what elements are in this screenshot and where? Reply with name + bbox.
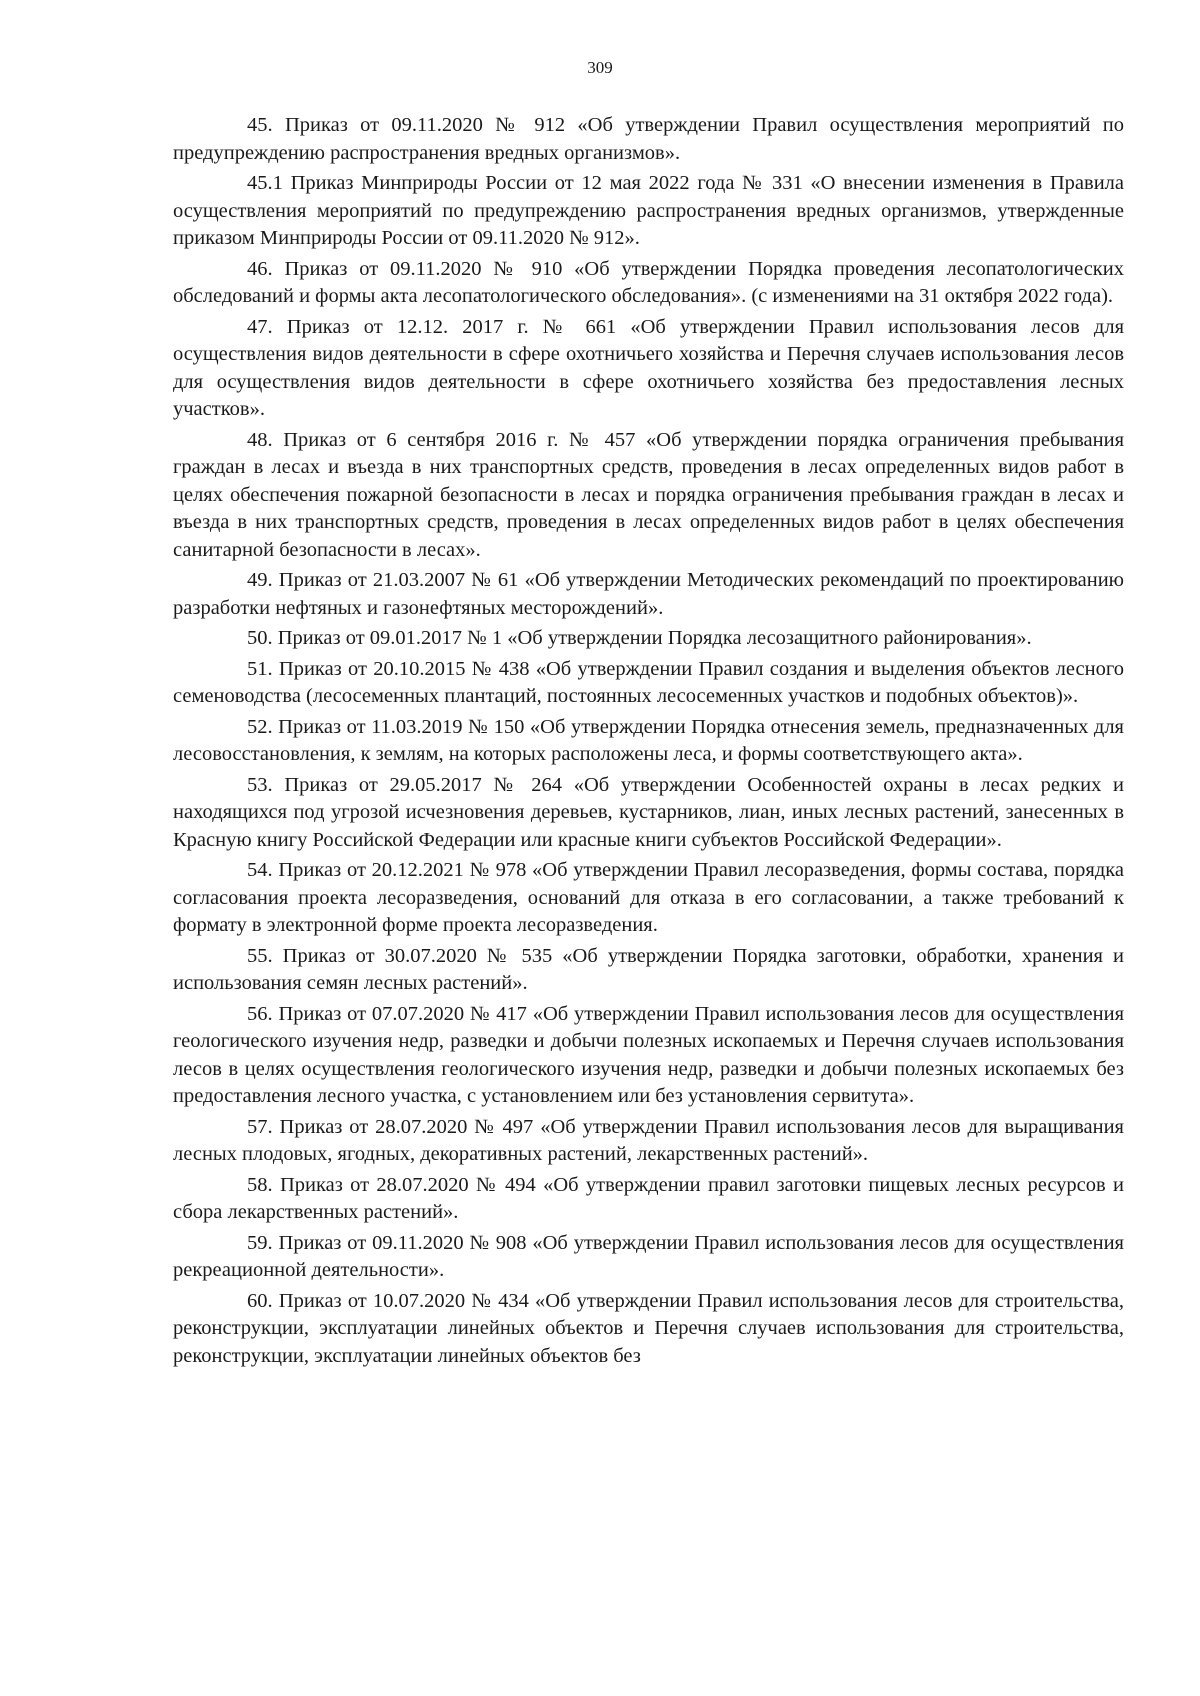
list-item-60: 60. Приказ от 10.07.2020 № 434 «Об утверждении Правил использования лесов для строительства, реконструкции, эксплуатации линейных объектов и Перечня случаев использования для строительства, реконструкции, эксплуатации линейных объектов без bbox=[173, 1289, 1124, 1367]
list-item-50: 50. Приказ от 09.01.2017 № 1 «Об утверждении Порядка лесозащитного районирования». bbox=[247, 627, 1032, 649]
list-item-57: 57. Приказ от 28.07.2020 № 497 «Об утверждении Правил использования лесов для выращивания лесных плодовых, ягодных, декоративных растений, лекарственных растений». bbox=[173, 1115, 1124, 1165]
list-item-51: 51. Приказ от 20.10.2015 № 438 «Об утверждении Правил создания и выделения объектов лесного семеноводства (лесосеменных плантаций, постоянных лесосеменных участков и подобных объектов)». bbox=[173, 657, 1124, 707]
list-item-48: 48. Приказ от 6 сентября 2016 г. № 457 «Об утверждении порядка ограничения пребывания граждан в лесах и въезда в них транспортных средств, проведения в лесах определенных видов работ в целях обеспечения пожарной безопасности в лесах и порядка ограничения пребывания граждан в лесах и въезда в них транспортных средств, проведения в лесах определенных видов работ в целях обеспечения санитарной безопасности в лесах». bbox=[173, 428, 1124, 561]
document-body bbox=[173, 112, 1124, 1373]
list-item-55: 55. Приказ от 30.07.2020 № 535 «Об утверждении Порядка заготовки, обработки, хранения и использования семян лесных растений». bbox=[173, 944, 1124, 994]
list-item-53: 53. Приказ от 29.05.2017 № 264 «Об утверждении Особенностей охраны в лесах редких и находящихся под угрозой исчезновения деревьев, кустарников, лиан, иных лесных растений, занесенных в Красную книгу Российской Федерации или красные книги субъектов Российской Федерации». bbox=[173, 773, 1124, 851]
list-item-46: 46. Приказ от 09.11.2020 № 910 «Об утверждении Порядка проведения лесопатологических обследований и формы акта лесопатологического обследования». (с изменениями на 31 октября 2022 года). bbox=[173, 257, 1124, 307]
list-item-59: 59. Приказ от 09.11.2020 № 908 «Об утверждении Правил использования лесов для осуществления рекреационной деятельности». bbox=[173, 1231, 1124, 1281]
list-item-56: 56. Приказ от 07.07.2020 № 417 «Об утверждении Правил использования лесов для осуществления геологического изучения недр, разведки и добычи полезных ископаемых и Перечня случаев использования лесов в целях осуществления геологического изучения недр, разведки и добычи полезных ископаемых без предоставления лесного участка, с установлением или без установления сервитута». bbox=[173, 1002, 1124, 1107]
list-item-45-1: 45.1 Приказ Минприроды России от 12 мая 2022 года № 331 «О внесении изменения в Правила осуществления мероприятий по предупреждению распространения вредных организмов, утвержденные приказом Минприроды России от 09.11.2020 № 912». bbox=[173, 172, 1124, 249]
page-number: 309 bbox=[587, 58, 613, 77]
list-item-49: 49. Приказ от 21.03.2007 № 61 «Об утверждении Методических рекомендаций по проектированию разработки нефтяных и газонефтяных месторождений». bbox=[173, 569, 1124, 619]
list-item-47: 47. Приказ от 12.12. 2017 г. № 661 «Об утверждении Правил использования лесов для осуществления видов деятельности в сфере охотничьего хозяйства и Перечня случаев использования лесов для осуществления видов деятельности в сфере охотничьего хозяйства без предоставления лесных участков». bbox=[173, 315, 1124, 420]
list-item-52: 52. Приказ от 11.03.2019 № 150 «Об утверждении Порядка отнесения земель, предназначенных для лесовосстановления, к землям, на которых расположены леса, и формы соответствующего акта». bbox=[173, 715, 1124, 765]
list-item-45: 45. Приказ от 09.11.2020 № 912 «Об утверждении Правил осуществления мероприятий по предупреждению распространения вредных организмов». bbox=[173, 114, 1124, 164]
list-item-58: 58. Приказ от 28.07.2020 № 494 «Об утверждении правил заготовки пищевых лесных ресурсов и сбора лекарственных растений». bbox=[173, 1173, 1124, 1223]
list-item-54: 54. Приказ от 20.12.2021 № 978 «Об утверждении Правил лесоразведения, формы состава, порядка согласования проекта лесоразведения, оснований для отказа в его согласовании, а также требований к формату в электронной форме проекта лесоразведения. bbox=[173, 859, 1124, 936]
